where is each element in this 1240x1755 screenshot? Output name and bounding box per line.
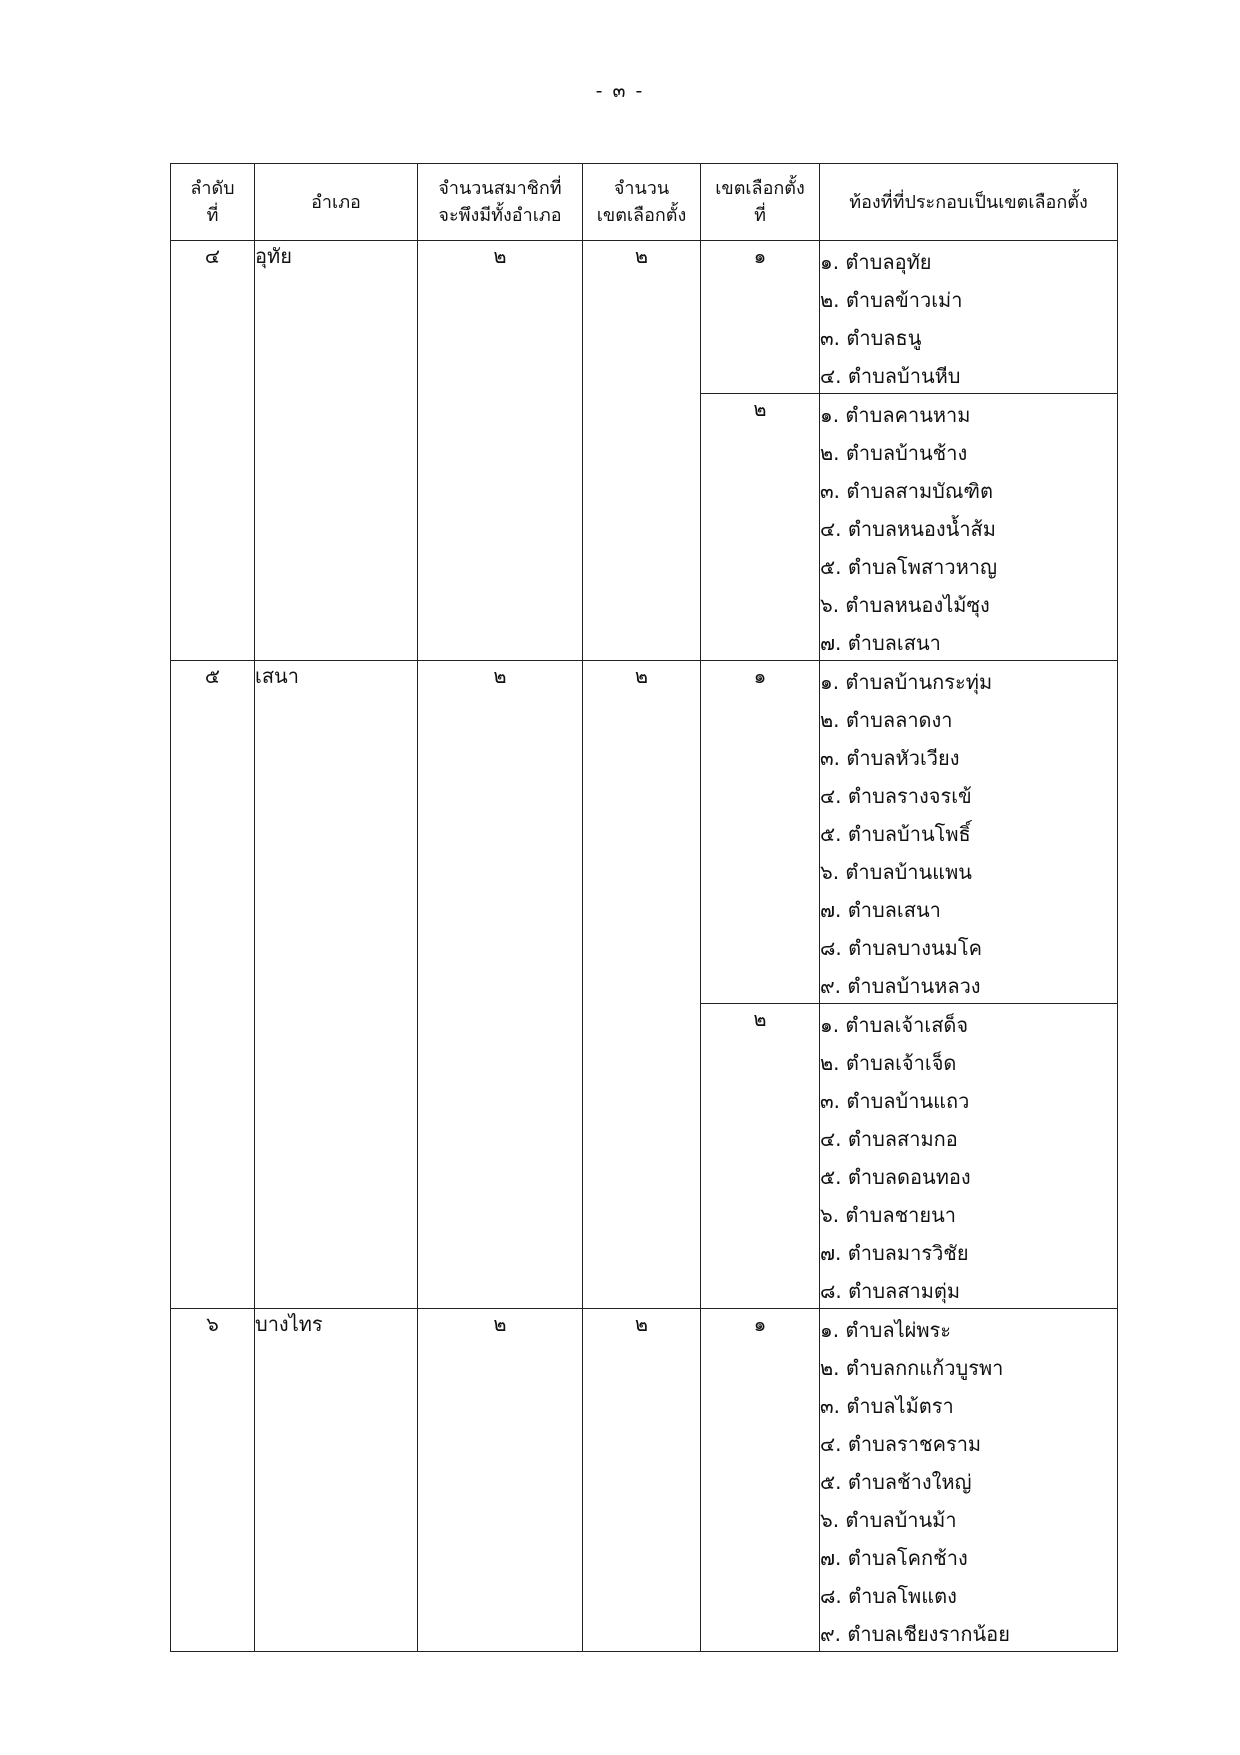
place-item: ๓. ตำบลธนู — [820, 326, 922, 350]
order-cell: ๖ — [171, 1309, 255, 1652]
table-body — [171, 241, 1118, 1652]
place-item: ๔. ตำบลราชคราม — [820, 1432, 982, 1456]
electoral-district-table — [170, 163, 1118, 1652]
place-item: ๔. ตำบลสามกอ — [820, 1127, 958, 1151]
place-item: ๙. ตำบลเชียงรากน้อย — [820, 1622, 1010, 1646]
place-item: ๘. ตำบลสามตุ่ม — [820, 1279, 961, 1303]
header-district-number: เขตเลือกตั้ง ที่ — [701, 164, 820, 241]
district-number-cell: ๑ — [701, 1309, 820, 1652]
place-item: ๑. ตำบลอุทัย — [820, 250, 932, 274]
place-item: ๓. ตำบลไม้ตรา — [820, 1394, 954, 1418]
header-district-count: จำนวน เขตเลือกตั้ง — [583, 164, 701, 241]
place-item: ๗. ตำบลเสนา — [820, 631, 941, 655]
place-item: ๖. ตำบลบ้านแพน — [820, 860, 972, 884]
place-item: ๕. ตำบลช้างใหญ่ — [820, 1470, 972, 1494]
table-header-row — [171, 164, 1118, 241]
header-order: ลำดับ ที่ — [171, 164, 255, 241]
place-item: ๒. ตำบลบ้านช้าง — [820, 441, 968, 465]
place-item: ๗. ตำบลเสนา — [820, 898, 941, 922]
place-item: ๔. ตำบลบ้านหีบ — [820, 364, 961, 388]
place-item: ๒. ตำบลเจ้าเจ็ด — [820, 1051, 957, 1075]
place-item: ๕. ตำบลดอนทอง — [820, 1165, 971, 1189]
place-item: ๑. ตำบลบ้านกระทุ่ม — [820, 670, 993, 694]
table-row — [171, 661, 1118, 1004]
place-item: ๕. ตำบลบ้านโพธิ์ — [820, 822, 971, 846]
places-cell — [820, 661, 1118, 1004]
place-item: ๒. ตำบลข้าวเม่า — [820, 288, 963, 312]
amphoe-cell: เสนา — [255, 661, 418, 1309]
places-cell — [820, 1004, 1118, 1309]
place-item: ๒. ตำบลกกแก้วบูรพา — [820, 1356, 1004, 1380]
district-count-cell: ๒ — [583, 241, 701, 661]
place-item: ๑. ตำบลคานหาม — [820, 403, 971, 427]
places-cell — [820, 1309, 1118, 1652]
places-cell — [820, 394, 1118, 661]
place-item: ๓. ตำบลสามบัณฑิต — [820, 479, 994, 503]
amphoe-cell: บางไทร — [255, 1309, 418, 1652]
place-item: ๑. ตำบลไผ่พระ — [820, 1318, 952, 1342]
places-cell — [820, 241, 1118, 394]
place-item: ๗. ตำบลโคกช้าง — [820, 1546, 968, 1570]
district-number-cell: ๑ — [701, 661, 820, 1004]
table-row — [171, 1309, 1118, 1652]
district-number-cell: ๒ — [701, 1004, 820, 1309]
place-item: ๙. ตำบลบ้านหลวง — [820, 974, 981, 998]
place-item: ๔. ตำบลรางจรเข้ — [820, 784, 972, 808]
members-cell: ๒ — [418, 661, 583, 1309]
order-cell: ๕ — [171, 661, 255, 1309]
header-places: ท้องที่ที่ประกอบเป็นเขตเลือกตั้ง — [820, 164, 1118, 241]
place-item: ๘. ตำบลโพแตง — [820, 1584, 957, 1608]
place-item: ๓. ตำบลบ้านแถว — [820, 1089, 970, 1113]
district-count-cell: ๒ — [583, 661, 701, 1309]
district-count-cell: ๒ — [583, 1309, 701, 1652]
place-item: ๖. ตำบลบ้านม้า — [820, 1508, 957, 1532]
place-item: ๕. ตำบลโพสาวหาญ — [820, 555, 998, 579]
place-item: ๒. ตำบลลาดงา — [820, 708, 953, 732]
place-item: ๑. ตำบลเจ้าเสด็จ — [820, 1013, 969, 1037]
place-item: ๓. ตำบลหัวเวียง — [820, 746, 960, 770]
header-members: จำนวนสมาชิกที่ จะพึงมีทั้งอำเภอ — [418, 164, 583, 241]
place-item: ๔. ตำบลหนองน้ำส้ม — [820, 517, 996, 541]
order-cell: ๔ — [171, 241, 255, 661]
members-cell: ๒ — [418, 241, 583, 661]
table-row — [171, 241, 1118, 394]
district-number-cell: ๑ — [701, 241, 820, 394]
amphoe-cell: อุทัย — [255, 241, 418, 661]
members-cell: ๒ — [418, 1309, 583, 1652]
place-item: ๖. ตำบลชายนา — [820, 1203, 957, 1227]
place-item: ๖. ตำบลหนองไม้ซุง — [820, 593, 990, 617]
header-amphoe: อำเภอ — [255, 164, 418, 241]
page-number: - ๓ - — [595, 80, 645, 102]
district-number-cell: ๒ — [701, 394, 820, 661]
place-item: ๘. ตำบลบางนมโค — [820, 936, 982, 960]
place-item: ๗. ตำบลมารวิชัย — [820, 1241, 969, 1265]
